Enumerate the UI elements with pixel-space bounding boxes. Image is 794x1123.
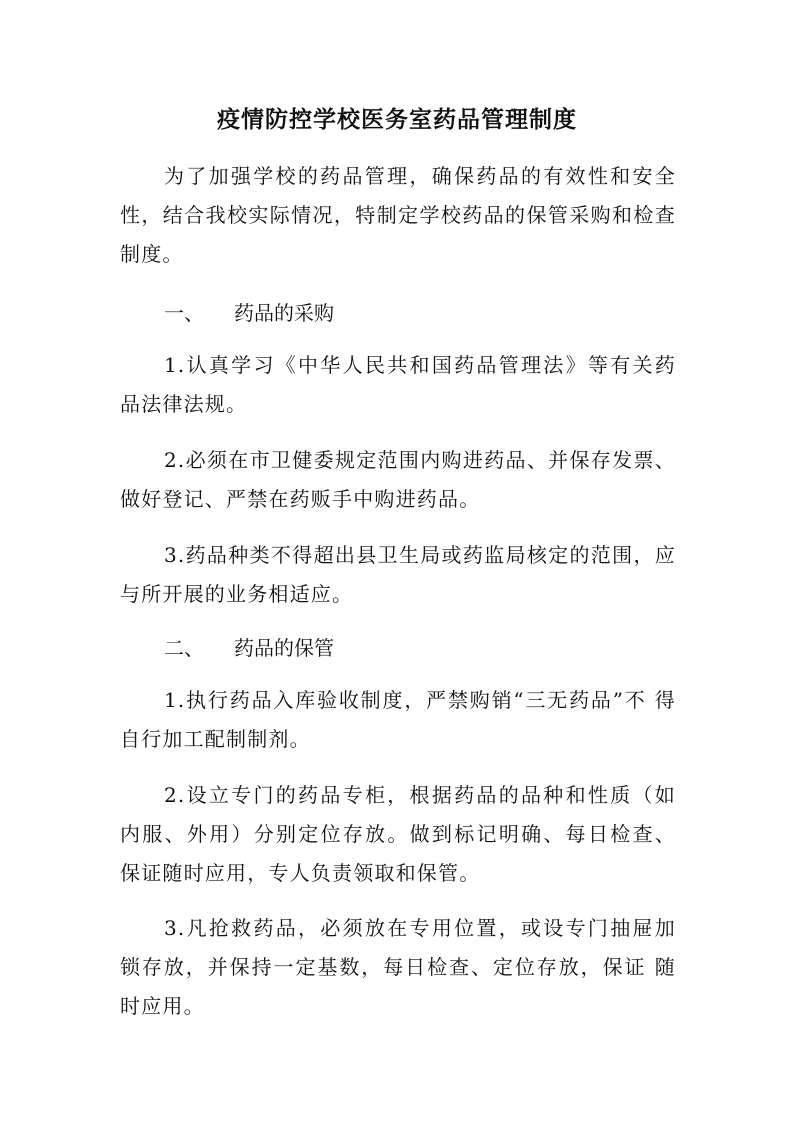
section-title: 药品的保管 (234, 636, 334, 660)
section-title: 药品的采购 (234, 301, 334, 325)
section-number: 一、 (164, 301, 204, 325)
section-heading-storage (164, 632, 334, 664)
intro-paragraph: 为了加强学校的药品管理，确保药品的有效性和安全性，结合我校实际情况，特制定学校药品的保管采购和检查制度。 (120, 164, 676, 266)
list-item: 2.设立专门的药品专柜，根据药品的品种和性质（如 内服、外用）分别定位存放。做到标记明确、每日检查、 保证随时应用，专人负责领取和保管。 (120, 783, 676, 885)
list-item: 3.药品种类不得超出县卫生局或药监局核定的范围，应与所开展的业务相适应。 (120, 543, 676, 606)
list-item: 3.凡抢救药品，必须放在专用位置，或设专门抽屉加 锁存放，并保持一定基数，每日检查、定位存放，保证 随时应用。 (120, 916, 676, 1018)
list-item: 1.认真学习《中华人民共和国药品管理法》等有关药 品法律法规。 (120, 353, 676, 416)
section-number: 二、 (164, 636, 204, 660)
list-item: 1.执行药品入库验收制度，严禁购销“三无药品”不 得自行加工配制制剂。 (120, 688, 676, 751)
document-title: 疫情防控学校医务室药品管理制度 (217, 106, 577, 133)
section-heading-purchase (164, 297, 334, 329)
list-item: 2.必须在市卫健委规定范围内购进药品、并保存发票、做好登记、严禁在药贩手中购进药品。 (120, 448, 676, 511)
